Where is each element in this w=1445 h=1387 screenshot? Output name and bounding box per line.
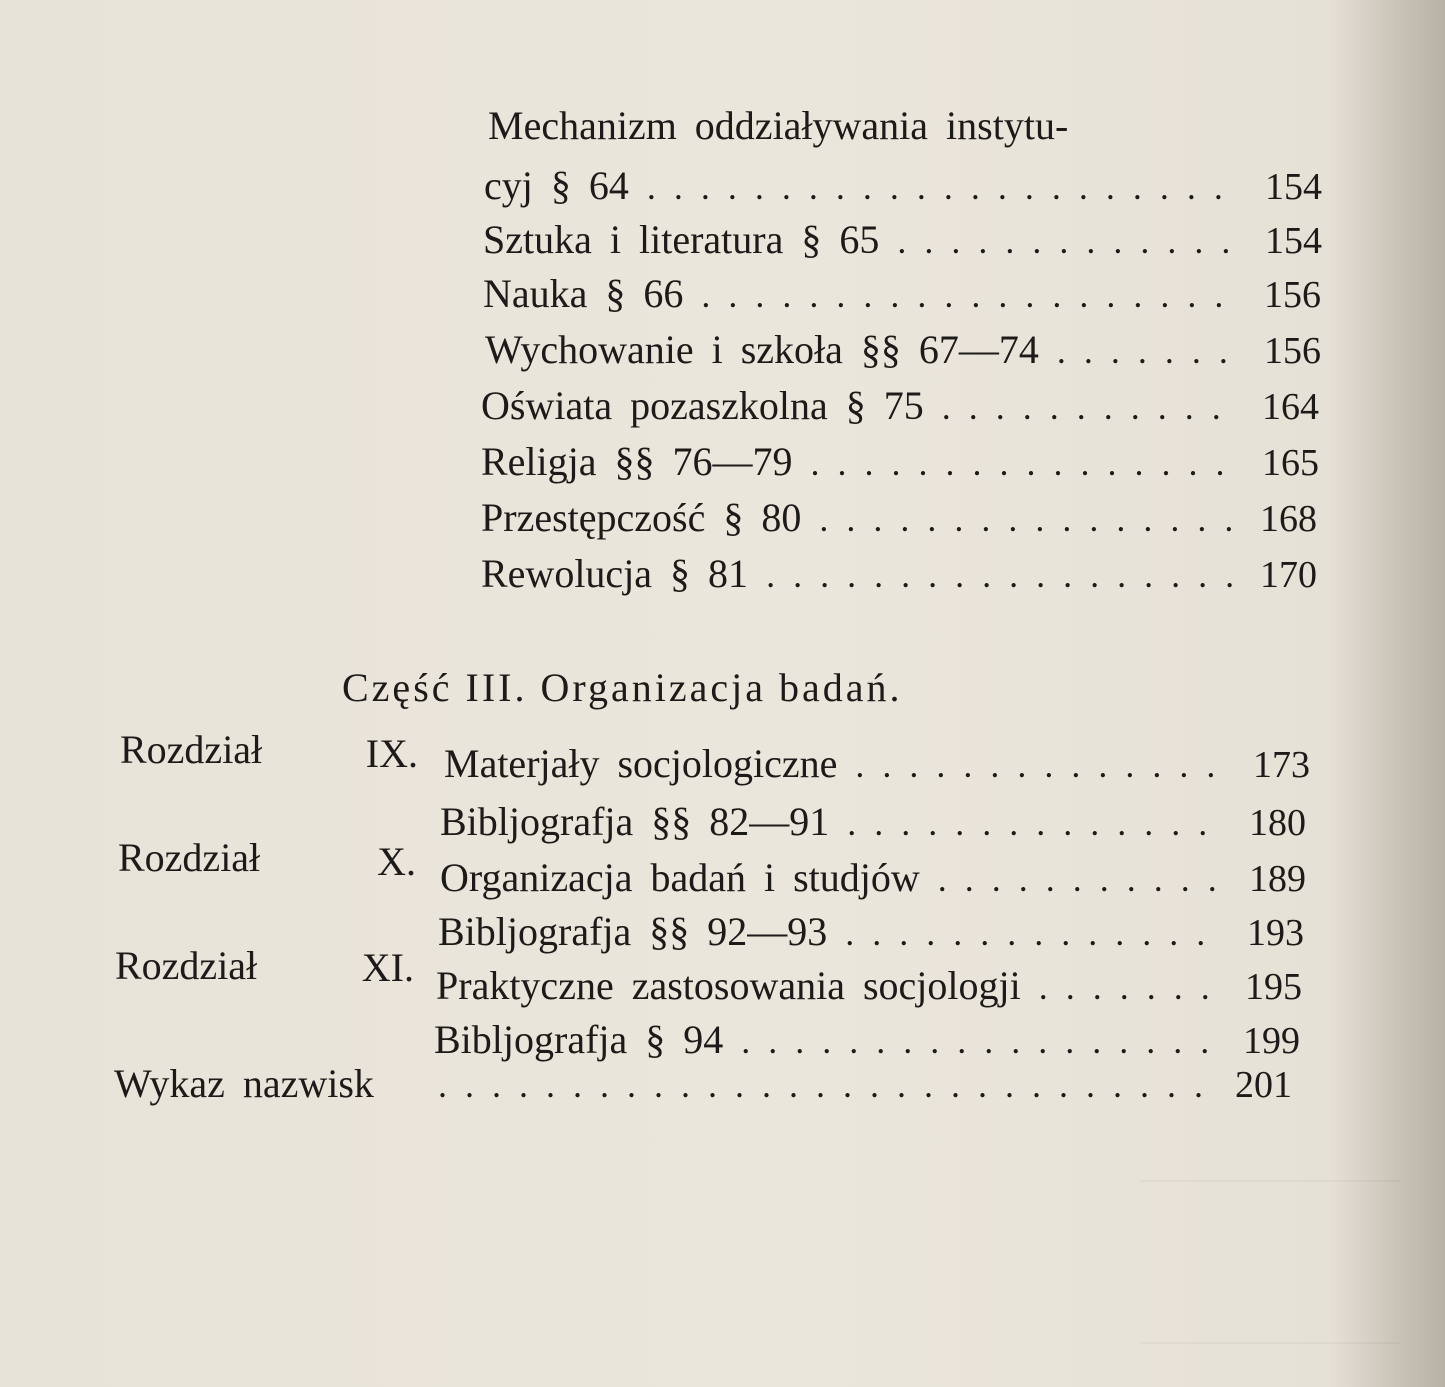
- toc-entry: [481, 492, 1317, 544]
- dot-leader: [1057, 324, 1241, 377]
- toc-entry-text: Religja §§ 76—79: [481, 439, 793, 484]
- toc-entry-text: Organizacja badań i studjów: [440, 855, 920, 900]
- toc-entry-text: Przestępczość § 80: [481, 495, 802, 540]
- chapter-label: Rozdział: [118, 835, 261, 880]
- page-number: 170: [1260, 554, 1317, 596]
- toc-index-entry: [114, 1058, 1292, 1110]
- toc-entry-text: Rewolucja § 81: [481, 551, 749, 596]
- toc-entry-mechanizm-line1: Mechanizm oddziaływania instytu-: [488, 103, 1069, 148]
- toc-entry-text: Wykaz nazwisk: [114, 1061, 374, 1106]
- toc-entry-mechanizm: [484, 160, 1322, 212]
- toc-entry-text: cyj § 64: [484, 163, 629, 208]
- dot-leader: [1039, 960, 1222, 1013]
- dot-leader: [847, 796, 1226, 849]
- toc-chapter-entry: [440, 852, 1306, 904]
- toc-entry-text: Nauka § 66: [483, 271, 684, 316]
- part-heading: Część III. Organizacja badań.: [342, 665, 903, 710]
- dot-leader: [766, 548, 1237, 601]
- page-number: 201: [1235, 1064, 1292, 1106]
- page-number: 154: [1265, 166, 1322, 208]
- chapter-label: Rozdział: [120, 727, 263, 772]
- toc-chapter-entry: [436, 960, 1302, 1012]
- dot-leader: [819, 492, 1237, 545]
- dot-leader: [647, 160, 1242, 213]
- toc-entry: [485, 324, 1321, 376]
- toc-entry-text: Bibljografja §§ 82—91: [440, 799, 830, 844]
- page-number: 156: [1264, 330, 1321, 372]
- page-number: 195: [1245, 966, 1302, 1008]
- dot-leader: [942, 380, 1239, 433]
- toc-entry-text: Oświata pozaszkolna § 75: [481, 383, 924, 428]
- toc-entry-text: Bibljografja §§ 92—93: [438, 909, 828, 954]
- toc-entry-text: Praktyczne zastosowania socjologji: [436, 963, 1021, 1008]
- dot-leader: [938, 852, 1226, 905]
- page-number: 199: [1243, 1020, 1300, 1062]
- chapter-numeral: XI.: [361, 945, 414, 990]
- toc-entry-text: Materjały socjologiczne: [444, 741, 838, 786]
- toc-sub-entry: [440, 796, 1306, 848]
- toc-entry-text: Bibljografja § 94: [434, 1017, 724, 1062]
- dot-leader: [897, 214, 1242, 267]
- toc-chapter-entry: [444, 738, 1310, 790]
- chapter-label: Rozdział: [115, 943, 258, 988]
- dot-leader: [855, 738, 1230, 791]
- page-number: 168: [1260, 498, 1317, 540]
- page-number: 164: [1262, 386, 1319, 428]
- page-number: 193: [1247, 912, 1304, 954]
- page-number: 156: [1264, 274, 1321, 316]
- toc-entry-text: Wychowanie i szkoła §§ 67—74: [485, 327, 1039, 372]
- toc-entry: [481, 436, 1319, 488]
- toc-entry: [481, 380, 1319, 432]
- chapter-numeral: X.: [377, 839, 416, 884]
- toc-entry: [483, 214, 1322, 266]
- page-number: 165: [1262, 442, 1319, 484]
- dot-leader: [845, 906, 1224, 959]
- toc-sub-entry: [438, 906, 1304, 958]
- page-number: 173: [1253, 744, 1310, 786]
- page-number: 189: [1249, 858, 1306, 900]
- dot-leader: [811, 436, 1239, 489]
- page-number: 180: [1249, 802, 1306, 844]
- show-through-texture: [1140, 1180, 1400, 1344]
- dot-leader: [701, 268, 1241, 321]
- toc-entry: [483, 268, 1321, 320]
- dot-leader: [438, 1058, 1212, 1111]
- page-number: 154: [1265, 220, 1322, 262]
- toc-entry: [481, 548, 1317, 600]
- toc-entry-text: Sztuka i literatura § 65: [483, 217, 880, 262]
- chapter-numeral: IX.: [365, 731, 418, 776]
